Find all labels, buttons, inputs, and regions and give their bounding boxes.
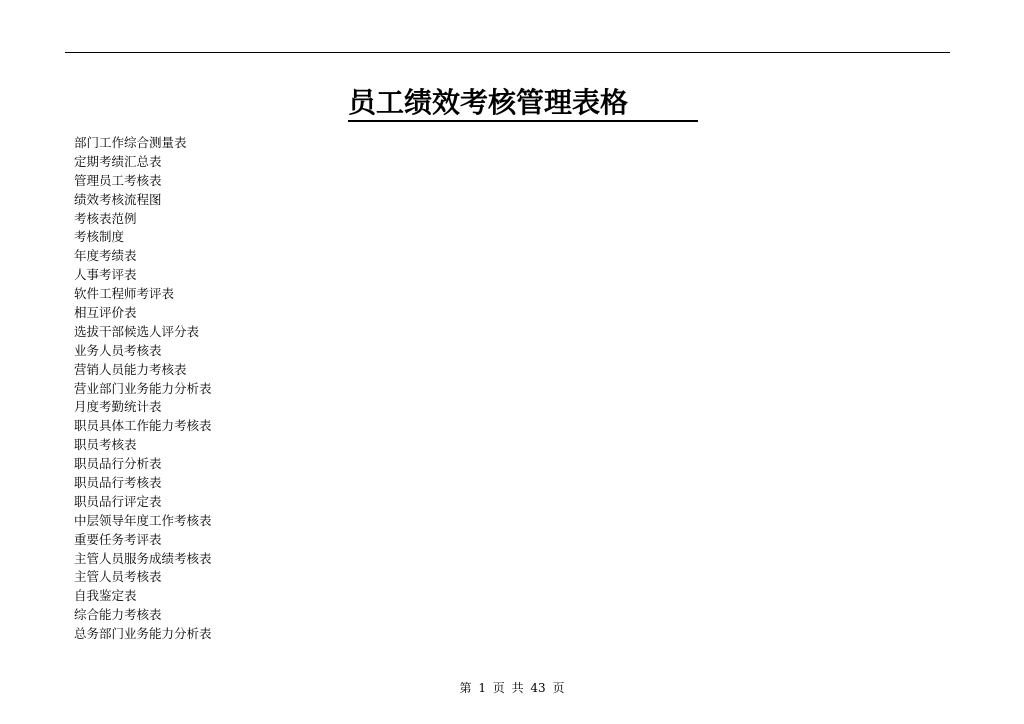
toc-item: 中层领导年度工作考核表	[74, 512, 212, 528]
header-rule	[65, 52, 950, 53]
toc-item: 职员品行评定表	[74, 493, 162, 509]
toc-item: 部门工作综合测量表	[74, 135, 187, 150]
toc-item: 管理员工考核表	[74, 172, 162, 188]
document-title: 员工绩效考核管理表格	[348, 84, 698, 122]
page-number-footer: 第 1 页 共 43 页	[459, 681, 565, 695]
toc-item: 职员考核表	[74, 437, 137, 453]
toc-item: 人事考评表	[74, 267, 137, 283]
toc-item: 相互评价表	[74, 305, 137, 321]
toc-item: 考核制度	[74, 229, 125, 245]
table-of-contents	[74, 134, 212, 644]
toc-item: 月度考勤统计表	[74, 399, 162, 415]
toc-item: 业务人员考核表	[74, 342, 162, 358]
toc-item: 年度考绩表	[74, 248, 137, 264]
toc-item: 绩效考核流程图	[74, 191, 162, 207]
toc-item: 自我鉴定表	[74, 588, 137, 604]
toc-item: 营业部门业务能力分析表	[74, 380, 212, 396]
toc-item: 职员品行考核表	[74, 475, 162, 491]
toc-item: 软件工程师考评表	[74, 286, 175, 302]
toc-item: 考核表范例	[74, 210, 137, 226]
toc-item: 总务部门业务能力分析表	[74, 626, 212, 642]
toc-item: 选拔干部候选人评分表	[74, 323, 200, 339]
toc-item: 营销人员能力考核表	[74, 361, 187, 377]
toc-item: 职员具体工作能力考核表	[74, 418, 212, 434]
toc-item: 职员品行分析表	[74, 456, 162, 472]
toc-item: 主管人员服务成绩考核表	[74, 550, 212, 566]
toc-item: 主管人员考核表	[74, 569, 162, 585]
toc-item: 综合能力考核表	[74, 607, 162, 623]
toc-item: 定期考绩汇总表	[74, 153, 162, 169]
toc-item: 重要任务考评表	[74, 531, 162, 547]
